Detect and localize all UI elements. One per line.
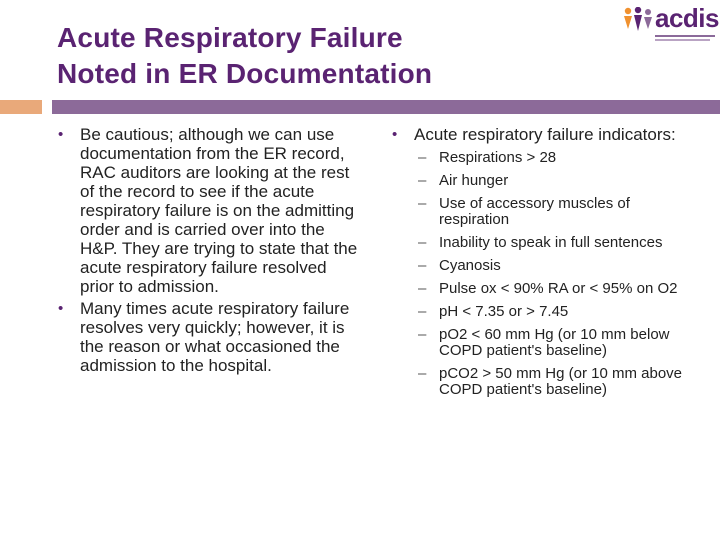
dash-marker: – <box>418 365 427 382</box>
dash-marker: – <box>418 172 427 189</box>
right-bullet-list <box>392 125 702 144</box>
indicator-item <box>392 281 702 297</box>
indicator-text: Pulse ox < 90% RA or < 95% on O2 <box>439 280 678 297</box>
bullet-item <box>58 125 358 296</box>
logo-wordmark: acdis <box>655 3 719 33</box>
dash-marker: – <box>418 257 427 274</box>
bullet-marker: • <box>392 126 398 143</box>
acdis-logo <box>622 3 719 47</box>
dash-marker: – <box>418 280 427 297</box>
bullet-item <box>58 299 358 375</box>
indicator-text: Use of accessory muscles of respiration <box>439 195 630 228</box>
indicator-text: Respirations > 28 <box>439 149 557 166</box>
left-column <box>58 125 358 375</box>
people-figures-icon <box>622 7 654 37</box>
indicator-text: pO2 < 60 mm Hg (or 10 mm below COPD patient's baseline) <box>439 326 670 359</box>
bullet-marker: • <box>58 126 64 143</box>
indicator-item <box>392 304 702 320</box>
indicator-item <box>392 235 702 251</box>
indicator-item <box>392 173 702 189</box>
left-bullet-list <box>58 125 358 375</box>
bullet-item <box>392 125 702 144</box>
indicator-item <box>392 150 702 166</box>
slide-title-line-2: Noted in ER Documentation <box>57 58 433 89</box>
indicator-text: Cyanosis <box>439 257 501 274</box>
indicator-item <box>392 258 702 274</box>
dash-marker: – <box>418 149 427 166</box>
bullet-text: Acute respiratory failure indicators: <box>414 125 676 144</box>
dash-marker: – <box>418 326 427 343</box>
accent-bar-purple <box>52 100 720 114</box>
bullet-marker: • <box>58 300 64 317</box>
dash-marker: – <box>418 234 427 251</box>
right-column <box>392 125 702 405</box>
logo-tagline-line <box>655 39 710 41</box>
indicator-text: pCO2 > 50 mm Hg (or 10 mm above COPD patient's baseline) <box>439 365 683 398</box>
indicator-item <box>392 196 702 228</box>
indicator-item <box>392 366 702 398</box>
bullet-text: Many times acute respiratory failure resolves very quickly; however, it is the reason or what occasioned the admission to the hospital. <box>80 299 350 375</box>
bullet-text: Be cautious; although we can use documentation from the ER record, RAC auditors are looking at the rest of the record to see if the acute respiratory failure is on the admitting order and is carried over into the H&P. They are trying to state that the acute respiratory failure resolved prior to admission. <box>80 125 358 296</box>
dash-marker: – <box>418 195 427 212</box>
indicator-text: Inability to speak in full sentences <box>439 234 663 251</box>
dash-marker: – <box>418 303 427 320</box>
indicator-text: Air hunger <box>439 172 509 189</box>
indicator-item <box>392 327 702 359</box>
slide-title-line-1: Acute Respiratory Failure <box>57 22 403 53</box>
logo-tagline-line <box>655 35 715 37</box>
accent-bar-orange <box>0 100 42 114</box>
indicator-text: pH < 7.35 or > 7.45 <box>439 303 569 320</box>
slide-title <box>57 20 432 92</box>
indicator-list <box>392 150 702 398</box>
